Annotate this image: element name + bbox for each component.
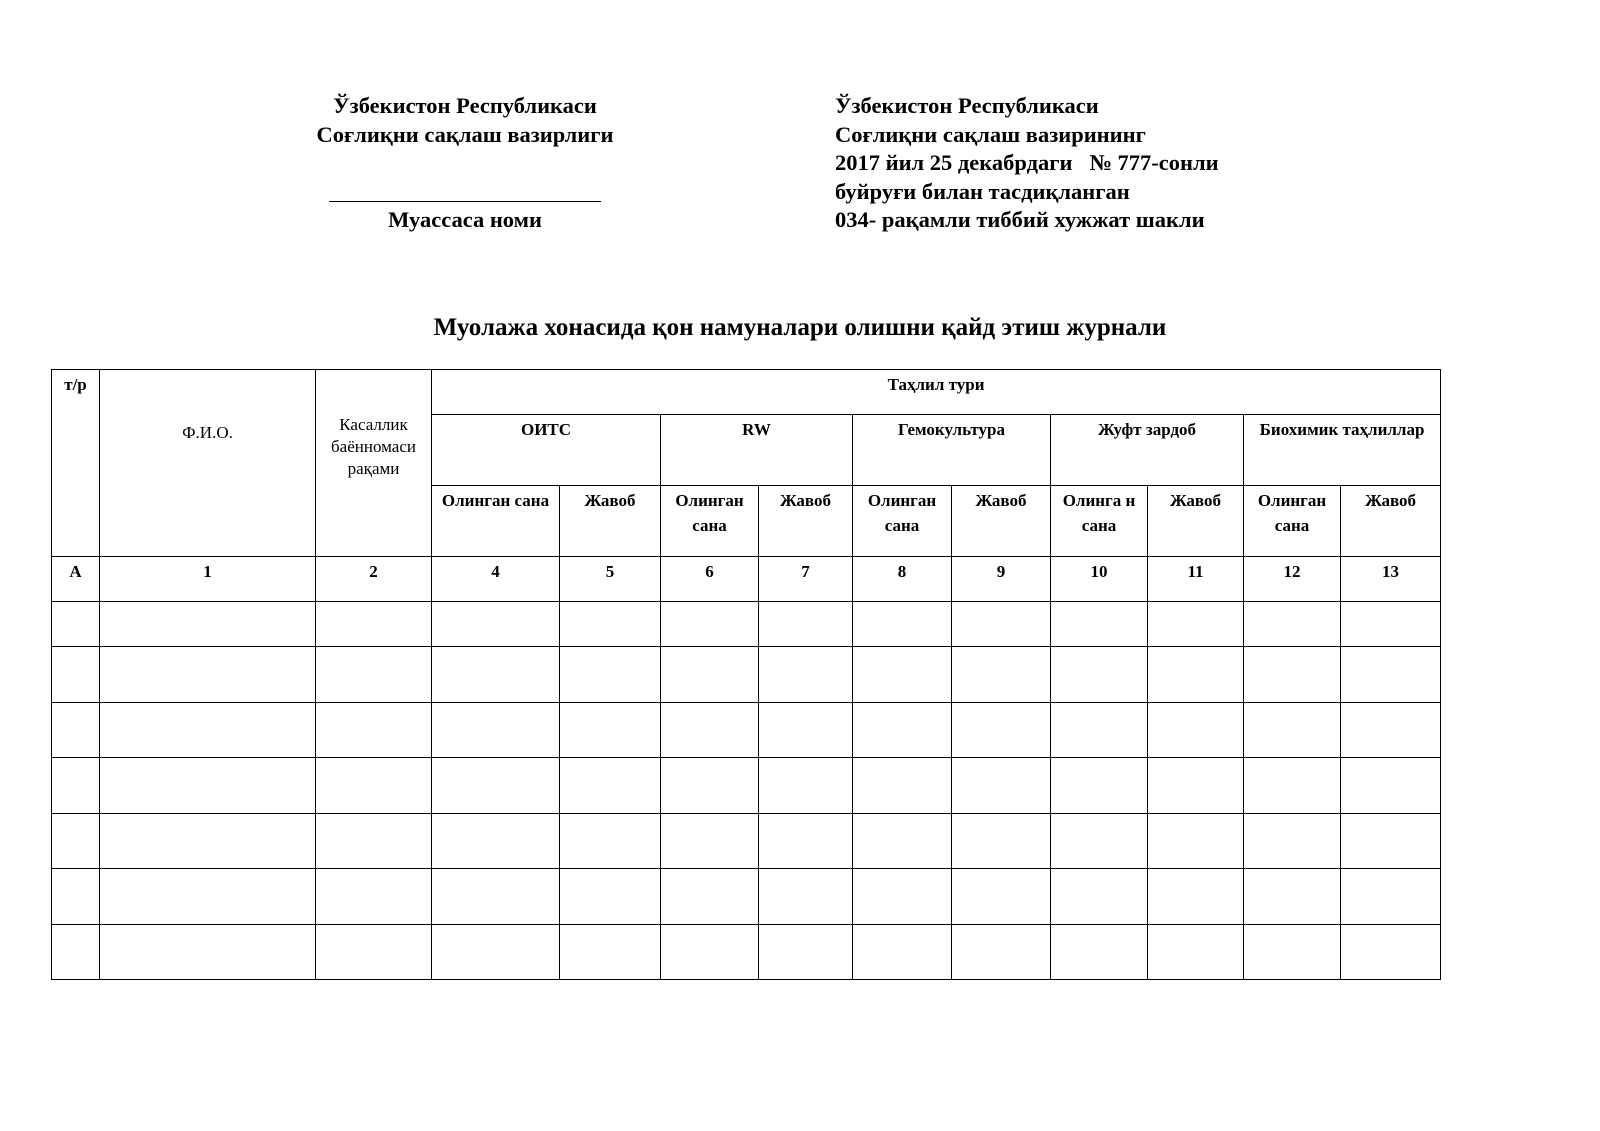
table-cell bbox=[432, 924, 560, 980]
institution-name-rule bbox=[329, 201, 601, 202]
table-cell bbox=[560, 924, 661, 980]
col-header-fio: Ф.И.О. bbox=[100, 370, 316, 557]
table-cell bbox=[1148, 601, 1244, 646]
table-cell bbox=[1341, 758, 1441, 813]
journal-table bbox=[51, 369, 1441, 980]
column-number: 2 bbox=[316, 556, 432, 601]
table-cell bbox=[1341, 702, 1441, 757]
header-row-1 bbox=[52, 370, 1441, 415]
table-cell bbox=[316, 647, 432, 702]
col-header-case-number: Касаллик баённомаси рақами bbox=[316, 370, 432, 557]
table-cell bbox=[661, 813, 759, 868]
table-cell bbox=[432, 702, 560, 757]
table-row bbox=[52, 813, 1441, 868]
table-cell bbox=[52, 702, 100, 757]
table-cell bbox=[316, 758, 432, 813]
table-cell bbox=[1051, 758, 1148, 813]
header-left-line-1: Ўзбекистон Республикаси bbox=[333, 93, 597, 118]
table-cell bbox=[853, 924, 952, 980]
table-cell bbox=[1051, 601, 1148, 646]
subheader-rw-date: Олинган сана bbox=[661, 485, 759, 556]
table-cell bbox=[1341, 601, 1441, 646]
table-cell bbox=[952, 601, 1051, 646]
header-left-line-2: Соғлиқни сақлаш вазирлиги bbox=[316, 121, 614, 147]
table-cell bbox=[52, 601, 100, 646]
subheader-hemoculture-date: Олинган сана bbox=[853, 485, 952, 556]
subheader-hemoculture-answer: Жавоб bbox=[952, 485, 1051, 556]
table-cell bbox=[560, 758, 661, 813]
group-header-biochemical: Биохимик таҳлиллар bbox=[1244, 415, 1441, 486]
table-cell bbox=[759, 924, 853, 980]
column-number: 4 bbox=[432, 556, 560, 601]
table-cell bbox=[316, 924, 432, 980]
table-cell bbox=[1244, 813, 1341, 868]
table-cell bbox=[1051, 702, 1148, 757]
journal-title: Муолажа хонасида қон намуналари олишни қайд этиш журнали bbox=[433, 314, 1167, 341]
group-header-rw: RW bbox=[661, 415, 853, 486]
table-cell bbox=[853, 758, 952, 813]
table-cell bbox=[1148, 758, 1244, 813]
table-cell bbox=[100, 647, 316, 702]
table-row bbox=[52, 647, 1441, 702]
table-cell bbox=[952, 869, 1051, 924]
table-cell bbox=[661, 869, 759, 924]
column-number: 11 bbox=[1148, 556, 1244, 601]
table-cell bbox=[853, 601, 952, 646]
subheader-paired-serum-answer: Жавоб bbox=[1148, 485, 1244, 556]
table-cell bbox=[661, 647, 759, 702]
group-header-oits: ОИТС bbox=[432, 415, 661, 486]
header-right-line-4: буйруғи билан тасдиқланган bbox=[835, 178, 1130, 204]
table-cell bbox=[560, 601, 661, 646]
column-number: 10 bbox=[1051, 556, 1148, 601]
table-cell bbox=[952, 647, 1051, 702]
col-header-tp: т/р bbox=[52, 370, 100, 557]
header-left bbox=[260, 92, 670, 235]
header-right-line-3: 2017 йил 25 декабрдаги № 777-сонли bbox=[835, 150, 1219, 175]
table-cell bbox=[952, 924, 1051, 980]
table-cell bbox=[100, 813, 316, 868]
table-cell bbox=[661, 702, 759, 757]
subheader-rw-answer: Жавоб bbox=[759, 485, 853, 556]
table-cell bbox=[560, 813, 661, 868]
table-cell bbox=[853, 702, 952, 757]
table-cell bbox=[1244, 601, 1341, 646]
table-cell bbox=[661, 924, 759, 980]
table-cell bbox=[759, 601, 853, 646]
subheader-oits-date: Олинган сана bbox=[432, 485, 560, 556]
table-row bbox=[52, 702, 1441, 757]
table-cell bbox=[1148, 869, 1244, 924]
table-cell bbox=[1051, 647, 1148, 702]
group-header-paired-serum: Жуфт зардоб bbox=[1051, 415, 1244, 486]
table-cell bbox=[100, 758, 316, 813]
table-cell bbox=[759, 702, 853, 757]
table-cell bbox=[1244, 702, 1341, 757]
table-cell bbox=[432, 869, 560, 924]
table-cell bbox=[1051, 813, 1148, 868]
table-cell bbox=[952, 758, 1051, 813]
table-cell bbox=[52, 758, 100, 813]
table-row bbox=[52, 869, 1441, 924]
table-cell bbox=[661, 758, 759, 813]
table-cell bbox=[560, 647, 661, 702]
column-number: А bbox=[52, 556, 100, 601]
table-cell bbox=[1148, 924, 1244, 980]
column-number: 13 bbox=[1341, 556, 1441, 601]
table-cell bbox=[759, 869, 853, 924]
subheader-paired-serum-date: Олинга н сана bbox=[1051, 485, 1148, 556]
table-row bbox=[52, 601, 1441, 646]
table-cell bbox=[432, 601, 560, 646]
table-cell bbox=[1244, 758, 1341, 813]
column-number: 12 bbox=[1244, 556, 1341, 601]
table-cell bbox=[100, 924, 316, 980]
table-cell bbox=[560, 702, 661, 757]
table-cell bbox=[100, 869, 316, 924]
table-cell bbox=[316, 702, 432, 757]
table-cell bbox=[1341, 869, 1441, 924]
table-cell bbox=[1148, 702, 1244, 757]
subheader-biochemical-answer: Жавоб bbox=[1341, 485, 1441, 556]
subheader-biochemical-date: Олинган сана bbox=[1244, 485, 1341, 556]
table-cell bbox=[853, 647, 952, 702]
column-number: 6 bbox=[661, 556, 759, 601]
table-cell bbox=[952, 702, 1051, 757]
header-right-line-2: Соғлиқни сақлаш вазирининг bbox=[835, 121, 1146, 147]
table-cell bbox=[316, 869, 432, 924]
table-cell bbox=[1341, 924, 1441, 980]
table-cell bbox=[432, 813, 560, 868]
table-cell bbox=[432, 758, 560, 813]
table-cell bbox=[560, 869, 661, 924]
table-row bbox=[52, 924, 1441, 980]
table-cell bbox=[52, 924, 100, 980]
table-cell bbox=[1341, 813, 1441, 868]
header-right-line-5: 034- рақамли тиббий хужжат шакли bbox=[835, 207, 1205, 232]
table-cell bbox=[100, 702, 316, 757]
table-cell bbox=[759, 647, 853, 702]
header-right bbox=[835, 92, 1535, 235]
group-header-hemoculture: Гемокультура bbox=[853, 415, 1051, 486]
table-cell bbox=[1051, 924, 1148, 980]
column-number: 7 bbox=[759, 556, 853, 601]
table-cell bbox=[952, 813, 1051, 868]
table-cell bbox=[661, 601, 759, 646]
header-right-line-1: Ўзбекистон Республикаси bbox=[835, 93, 1099, 118]
table-cell bbox=[1148, 813, 1244, 868]
table-cell bbox=[1148, 647, 1244, 702]
column-number: 5 bbox=[560, 556, 661, 601]
table-cell bbox=[316, 813, 432, 868]
table-cell bbox=[759, 758, 853, 813]
table-cell bbox=[316, 601, 432, 646]
table-cell bbox=[1051, 869, 1148, 924]
table-cell bbox=[52, 869, 100, 924]
column-number: 8 bbox=[853, 556, 952, 601]
table-cell bbox=[100, 601, 316, 646]
table-cell bbox=[759, 813, 853, 868]
subheader-oits-answer: Жавоб bbox=[560, 485, 661, 556]
table-cell bbox=[1244, 869, 1341, 924]
table-cell bbox=[1341, 647, 1441, 702]
institution-name-label: Муассаса номи bbox=[388, 207, 542, 232]
table-cell bbox=[853, 869, 952, 924]
table-cell bbox=[853, 813, 952, 868]
table-cell bbox=[52, 647, 100, 702]
column-number: 9 bbox=[952, 556, 1051, 601]
column-number: 1 bbox=[100, 556, 316, 601]
table-cell bbox=[52, 813, 100, 868]
col-header-analysis-type: Таҳлил тури bbox=[432, 370, 1441, 415]
table-row bbox=[52, 758, 1441, 813]
table-cell bbox=[432, 647, 560, 702]
column-number-row bbox=[52, 556, 1441, 601]
table-cell bbox=[1244, 924, 1341, 980]
table-cell bbox=[1244, 647, 1341, 702]
